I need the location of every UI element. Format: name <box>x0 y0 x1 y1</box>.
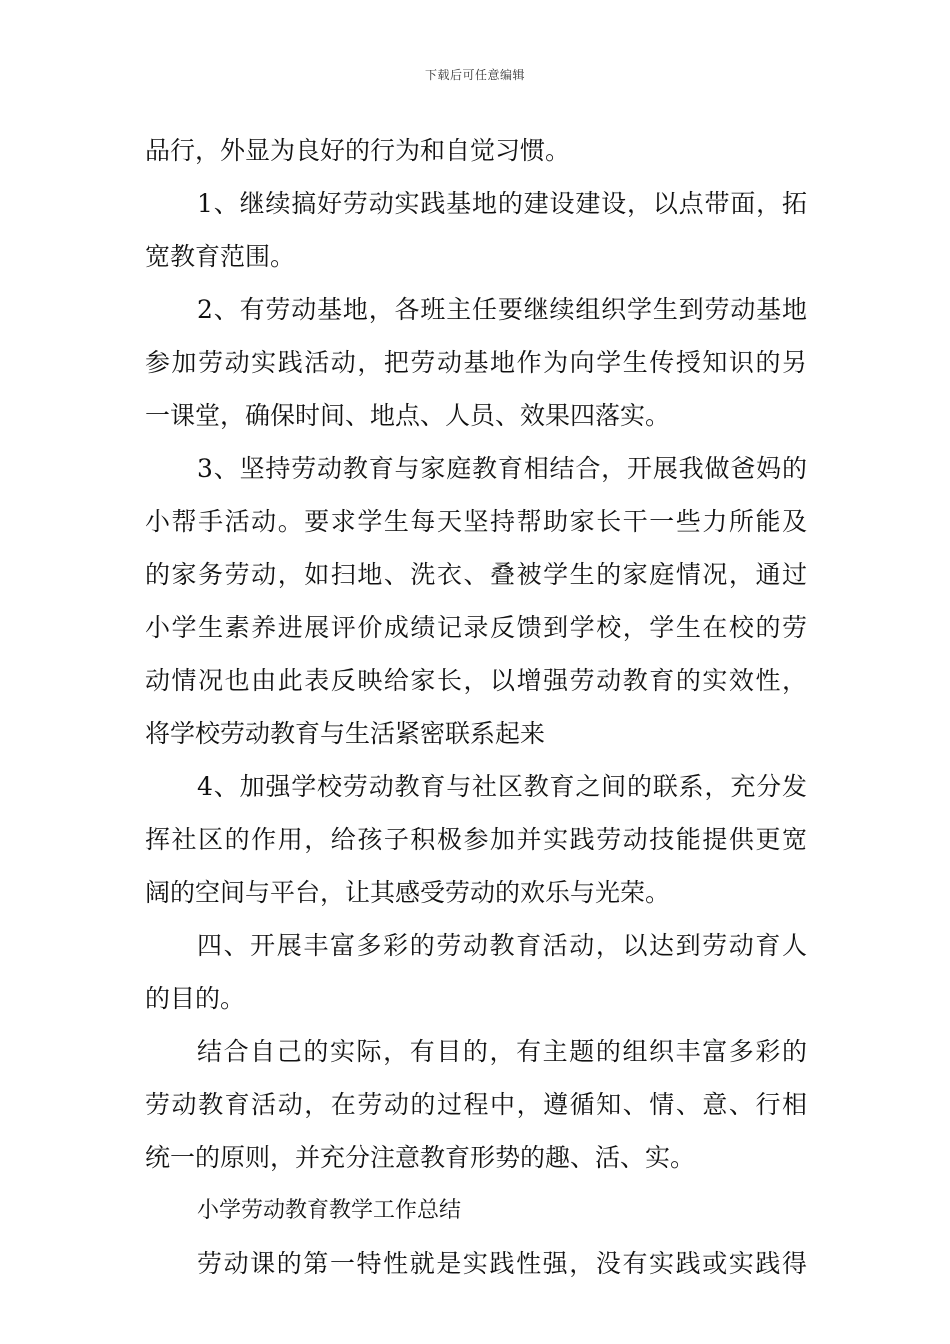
paragraph-line: 的家务劳动，如扫地、洗衣、叠被学生的家庭情况，通过 <box>145 560 807 589</box>
paragraph-line: 2、有劳动基地，各班主任要继续组织学生到劳动基地 <box>197 295 807 324</box>
paragraph-line: 小学生素养进展评价成绩记录反馈到学校，学生在校的劳 <box>145 613 807 642</box>
paragraph-line: 一课堂，确保时间、地点、人员、效果四落实。 <box>145 401 671 430</box>
paragraph-line: 参加劳动实践活动，把劳动基地作为向学生传授知识的另 <box>145 348 807 377</box>
paragraph-line: 3、坚持劳动教育与家庭教育相结合，开展我做爸妈的 <box>197 454 807 483</box>
paragraph-line: 挥社区的作用，给孩子积极参加并实践劳动技能提供更宽 <box>145 825 807 854</box>
paragraph-line: 劳动教育活动，在劳动的过程中，遵循知、情、意、行相 <box>145 1090 807 1119</box>
paragraph-line: 动情况也由此表反映给家长，以增强劳动教育的实效性， <box>145 666 807 695</box>
document-body <box>145 124 807 1290</box>
article-title: 小学劳动教育教学工作总结 <box>197 1198 462 1223</box>
paragraph-line: 阔的空间与平台，让其感受劳动的欢乐与光荣。 <box>145 878 671 907</box>
section-heading-line: 的目的。 <box>145 984 246 1013</box>
paragraph-line: 4、加强学校劳动教育与社区教育之间的联系，充分发 <box>197 772 807 801</box>
paragraph-line: 将学校劳动教育与生活紧密联系起来 <box>145 719 546 748</box>
paragraph-line: 劳动课的第一特性就是实践性强，没有实践或实践得 <box>197 1249 807 1278</box>
paragraph-line: 统一的原则，并充分注意教育形势的趣、活、实。 <box>145 1143 696 1172</box>
paragraph-line: 1、继续搞好劳动实践基地的建设建设，以点带面，拓 <box>197 189 807 218</box>
section-heading-line: 四、开展丰富多彩的劳动教育活动，以达到劳动育人 <box>197 931 807 960</box>
paragraph-line: 结合自己的实际，有目的，有主题的组织丰富多彩的 <box>197 1037 807 1066</box>
watermark-header: 下载后可任意编辑 <box>424 68 525 82</box>
paragraph-line: 品行，外显为良好的行为和自觉习惯。 <box>145 136 571 165</box>
paragraph-line: 宽教育范围。 <box>145 242 296 271</box>
paragraph-line: 小帮手活动。要求学生每天坚持帮助家长干一些力所能及 <box>145 507 807 536</box>
